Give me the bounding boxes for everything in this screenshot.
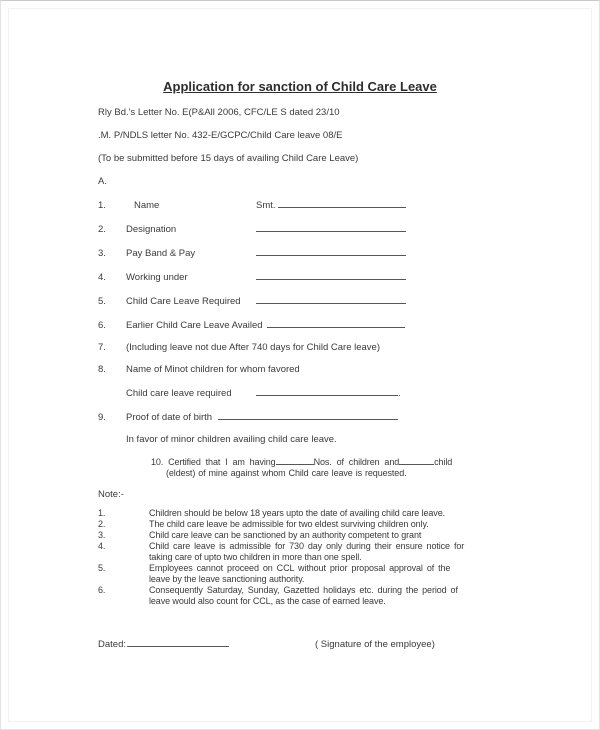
proof-of-birth-fill-in-blank xyxy=(218,410,398,420)
item-label: Name of Minot children for whom favored xyxy=(126,364,300,375)
document-body xyxy=(1,107,599,651)
certification-line-2: (eldest) of mine against whom Child care leave is requested. xyxy=(166,468,407,478)
certification-text-c: child xyxy=(434,457,453,467)
form-item-earlier-leave xyxy=(98,318,599,332)
item-label: (Including leave not due After 740 days for Child Care leave) xyxy=(126,342,381,353)
note-item-2 xyxy=(98,519,599,530)
item-number: 8. xyxy=(98,364,106,375)
item-label: Proof of date of birth xyxy=(126,412,213,423)
pay-band-fill-in-blank xyxy=(256,246,406,256)
form-item-leave-required xyxy=(98,294,599,308)
certification-text-b: Nos. of children and xyxy=(313,457,400,467)
note-heading: Note:- xyxy=(98,489,124,500)
item-number: 9. xyxy=(98,412,106,423)
form-item-minor-children-sub xyxy=(98,386,599,400)
note-item-3 xyxy=(98,530,599,541)
form-item-name xyxy=(98,198,599,212)
note-item-4 xyxy=(98,541,599,563)
note-text: Consequently Saturday, Sunday, Gazetted holidays etc. during the period of xyxy=(149,585,458,595)
item-label: Designation xyxy=(126,224,177,235)
dated-label: Dated: xyxy=(98,639,126,650)
item-number: 7. xyxy=(98,342,106,353)
item-label: Working under xyxy=(126,272,188,283)
reference-line-2: .M. P/NDLS letter No. 432-E/GCPC/Child Care leave 08/E xyxy=(98,130,343,141)
certification-text-a: Certified that I am having xyxy=(168,457,276,467)
earlier-leave-fill-in-blank xyxy=(267,318,405,328)
certification-line-1 xyxy=(151,456,599,468)
signature-label: ( Signature of the employee) xyxy=(315,639,435,650)
form-item-in-favor-note xyxy=(98,434,599,446)
note-text-continued: leave would also count for CCL, as the case of earned leave. xyxy=(149,596,386,606)
item-sub-note: In favor of minor children availing child care leave. xyxy=(126,434,337,445)
salutation-prefix: Smt. xyxy=(256,200,276,211)
item-number: 10. xyxy=(151,457,164,467)
children-leave-fill-in-blank xyxy=(256,386,398,396)
note-number: 5. xyxy=(98,563,106,573)
name-fill-in-blank xyxy=(278,198,406,208)
note-text-continued: leave by the leave sanctioning authority. xyxy=(149,574,305,584)
item-number: 3. xyxy=(98,248,106,259)
form-item-working-under xyxy=(98,270,599,284)
note-text: The child care leave be admissible for two eldest surviving children only. xyxy=(149,519,429,529)
item-label: Child Care Leave Required xyxy=(126,296,241,307)
item-number: 4. xyxy=(98,272,106,283)
item-number: 2. xyxy=(98,224,106,235)
note-number: 3. xyxy=(98,530,106,540)
note-item-1 xyxy=(98,508,599,519)
designation-fill-in-blank xyxy=(256,222,406,232)
note-item-6 xyxy=(98,585,599,607)
item-sub-label: Child care leave required xyxy=(126,388,232,399)
reference-line-1: Rly Bd.'s Letter No. E(P&All 2006, CFC/LE S dated 23/10 xyxy=(98,107,340,118)
note-text: Employees cannot proceed on CCL without prior proposal approval of the xyxy=(149,563,451,573)
note-text-continued: taking care of upto two children in more than one spell. xyxy=(149,552,362,562)
note-number: 6. xyxy=(98,585,106,595)
note-text: Child care leave can be sanctioned by an authority competent to grant xyxy=(149,530,422,540)
item-label: Pay Band & Pay xyxy=(126,248,196,259)
note-item-5 xyxy=(98,563,599,585)
form-item-minor-children xyxy=(98,364,599,376)
submission-instruction: (To be submitted before 15 days of availing Child Care Leave) xyxy=(98,153,359,164)
leave-required-fill-in-blank xyxy=(256,294,406,304)
item-number: 5. xyxy=(98,296,106,307)
item-sub-suffix: . xyxy=(398,388,401,399)
footer-row xyxy=(98,637,599,651)
item-number: 6. xyxy=(98,320,106,331)
children-count-fill-in-blank xyxy=(276,456,314,465)
note-number: 4. xyxy=(98,541,106,551)
form-item-designation xyxy=(98,222,599,236)
item-label: Earlier Child Care Leave Availed xyxy=(126,320,263,331)
note-number: 2. xyxy=(98,519,106,529)
item-number: 1. xyxy=(98,200,106,211)
form-item-leave-not-due xyxy=(98,342,599,354)
eldest-child-fill-in-blank xyxy=(399,456,434,465)
note-number: 1. xyxy=(98,508,106,518)
working-under-fill-in-blank xyxy=(256,270,406,280)
note-text: Child care leave is admissible for 730 day only during their ensure notice for xyxy=(149,541,465,551)
form-item-proof-of-birth xyxy=(98,410,599,424)
item-label: Name xyxy=(134,200,160,211)
form-item-pay-band xyxy=(98,246,599,260)
section-label: A. xyxy=(98,176,107,187)
page-title: Application for sanction of Child Care Leave xyxy=(163,79,437,94)
date-fill-in-blank xyxy=(127,637,229,647)
note-text: Children should be below 18 years upto the date of availing child care leave. xyxy=(149,508,445,518)
form-item-certification xyxy=(151,456,599,479)
